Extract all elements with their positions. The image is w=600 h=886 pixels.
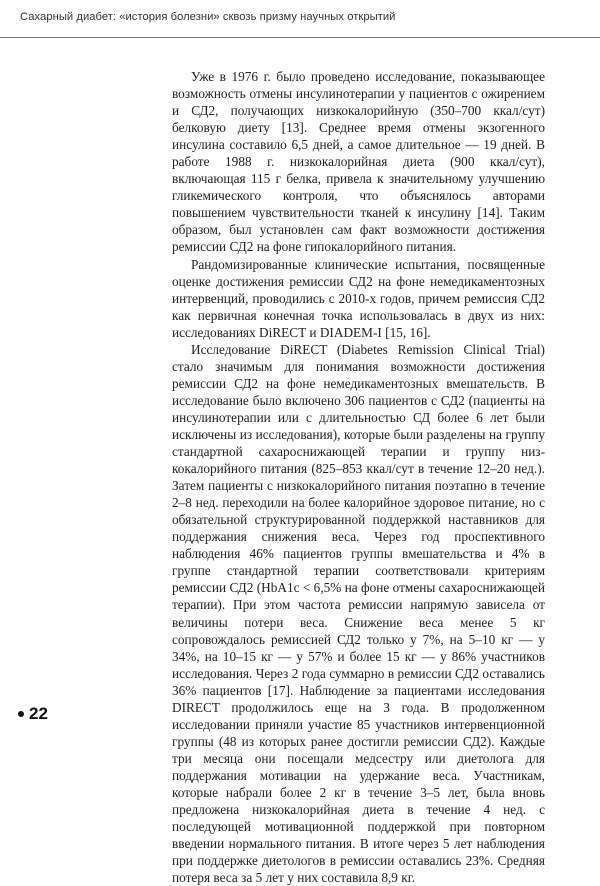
paragraph-1: Уже в 1976 г. было проведено исследование, показывающее возможность отмены инсулинотерапии у пациентов с ожирением и СД2, получающих низкокалорийную (350–700 ккал/сут) белковую диету [13]. Среднее время отмены экзогенного инсулина составило 6,5 дней, а самое длительное — 19 дней. В работе 1988 г. низкокалорийная диета (900 ккал/сут), включающая 115 г белка, привела к значительному улучшению гликемического контроля, что объяснялось авторами повышением чувствительности тканей к инсулину [14]. Таким образом, был установлен сам факт возможности достижения ремиссии СД2 на фоне гипокалорийного питания.: [172, 69, 545, 255]
paragraph-3: Исследование DiRECT (Diabetes Remission Clinical Trial) стало значимым для понимания возможности достижения ремиссии СД2 на фоне немедикаментозных вмешательств. В исследование было включено 306 пациентов с СД2 (пациенты на инсулинотерапии или с длительностью СД более 6 лет были исключены из исследования), которые были разделены на группу стандартной сахароснижающей терапии и группу низкокалорийного питания (825–853 ккал/сут в течение 12–20 нед.). Затем пациенты с низкокалорийного питания поэтапно в течение 2–8 нед. переходили на более калорийное здоровое питание, но с обязательной структурированной поддержкой наставников для поддержания снижения веса. Через год проспективного наблюдения 46% пациентов группы вмешательства и 4% в группе стандартной терапии соответствовали критериям ремиссии СД2 (HbA1c < 6,5% на фоне отмены сахароснижающей терапии). При этом частота ремиссии напрямую зависела от величины потери веса. Снижение веса менее 5 кг сопровождалось ремиссией СД2 только у 7%, на 5–10 кг — у 34%, на 10–15 кг — у 57% и более 15 кг — у 86% участников исследования. Через 2 года суммарно в ремиссии СД2 оставались 36% пациентов [17]. Наблюдение за пациентами исследования DIRECT продолжилось еще на 3 года. В продолженном исследовании приняли участие 85 участников интервенционной группы (48 из которых ранее достигли ремиссии СД2). Каждые три месяца они посещали медсестру или диетолога для поддержания мотивации на удержание веса. Участникам, которые набрали более 2 кг в течение 3–5 лет, была вновь предложена низкокалорийная диета в течение 4 нед. с последующей мотивационной поддержкой при повторном введении нормального питания. В итоге через 5 лет наблюдения при поддержке диетологов в ремиссии оставались 23%. Средняя потеря веса за 5 лет у них составила 8,9 кг.: [172, 341, 545, 886]
main-text: [172, 68, 545, 886]
paragraph-2: Рандомизированные клинические испытания, посвященные оценке достижения ремиссии СД2 на фоне немедикаментозных интервенций, проводились с 2010-х годов, причем ремиссия СД2 как первичная конечная точка использовалась в двух из них: исследованиях DiRECT и DIADEM-I [15, 16].: [172, 256, 545, 340]
page-number-text: 22: [29, 704, 48, 723]
running-title: Сахарный диабет: «история болезни» сквозь призму научных открытий: [20, 11, 396, 23]
page-bullet-icon: [18, 711, 24, 717]
header-divider: [0, 37, 600, 38]
page-number: [18, 704, 48, 724]
